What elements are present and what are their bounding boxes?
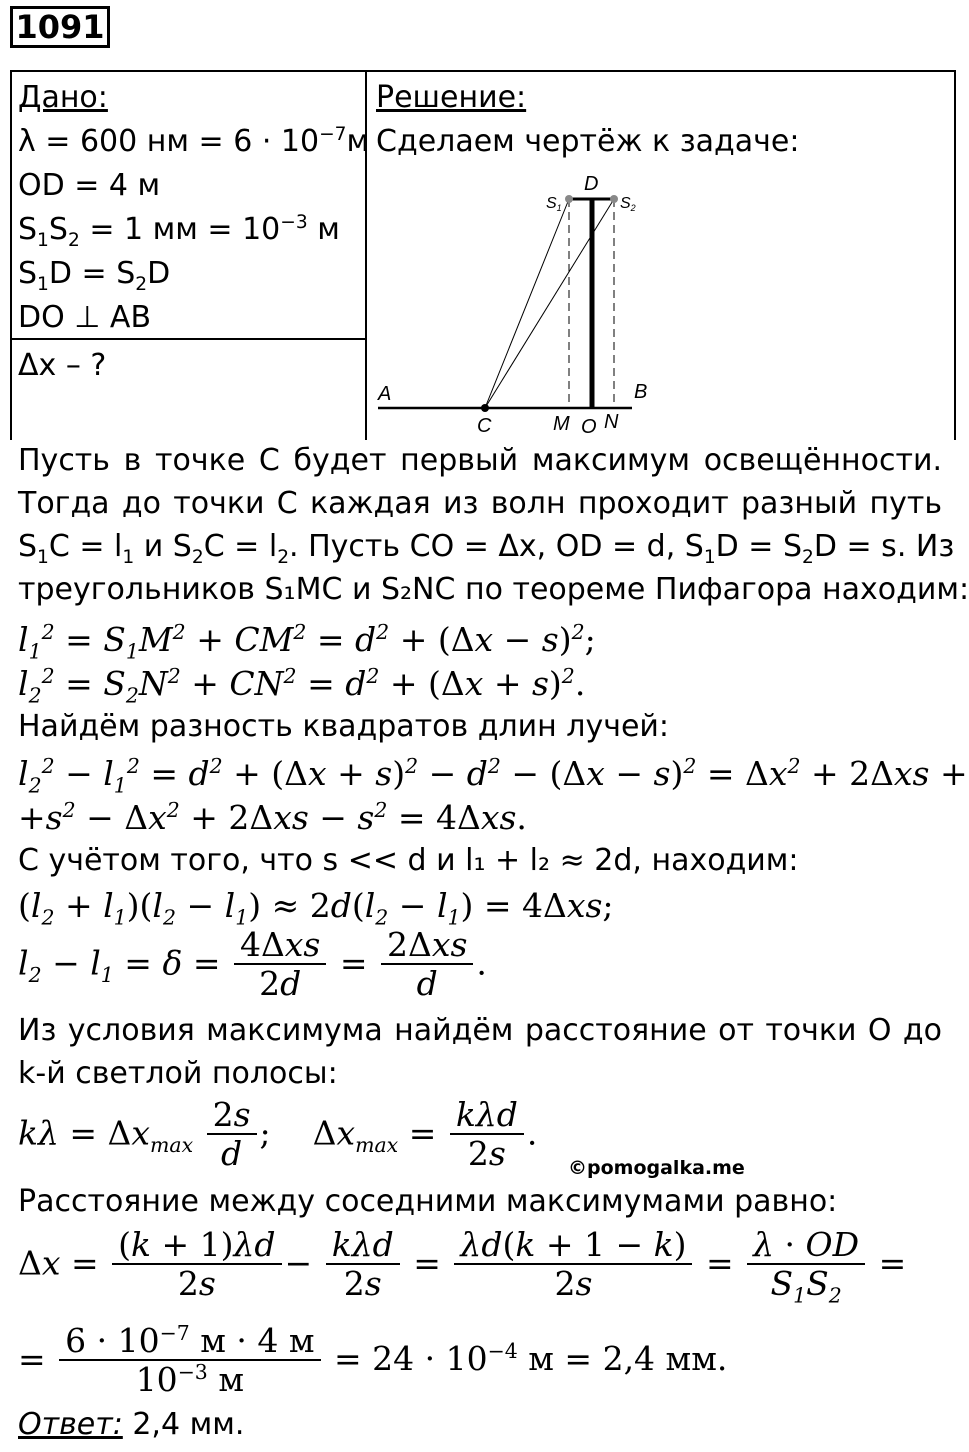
label-s2: S2 [620,195,636,213]
formula-max-condition: $k\lambda = \Delta x_{max}$ $\frac{2s}{d}$ ; $\Delta x_{max}$ = $\frac{\text{kλd}}{2s}$ . [18,1095,538,1173]
paragraph-line-5: Найдём разность квадратов длин лучей: [18,709,670,744]
paragraph-line-2: Тогда до точки С каждая из волн проходит разный путь [18,486,942,521]
solution-title: Решение: [376,80,527,115]
paragraph-line-9: Расстояние между соседними максимумами равно: [18,1184,838,1219]
formula-l1-squared: $l_1^2 = S_1M^2 + CM^2 = d^2 + (\Delta x - s)^2$; [18,620,596,664]
paragraph-line-6: С учётом того, что s << d и l₁ + l₂ ≈ 2d, находим: [18,843,799,878]
answer [18,1407,244,1442]
label-o: O [581,416,597,438]
given-perpendicular: DO ⊥ AB [18,300,152,335]
table-left-border [10,70,12,440]
paragraph-line-4: треугольников S₁MC и S₂NC по теореме Пифагора находим: [18,572,969,607]
label-n: N [604,411,619,433]
answer-label: Ответ: [18,1407,123,1442]
formula-product: $(l_2 + l_1)(l_2 - l_1) \approx 2d(l_2 - l_1) = 4\Delta xs$; [18,886,614,930]
given-wavelength: λ = 600 нм = $6 \cdot 10^{-7}м$ [18,124,370,159]
table-right-border [954,70,956,440]
given-s1s2: $S_1S_2 = 1$ мм = $10^{-3}$ м [18,212,340,251]
problem-number: 1091 [10,6,110,48]
solution-intro: Сделаем чертёж к задаче: [376,124,800,159]
point-s1 [565,195,573,203]
paragraph-line-3: $S_1C = l_1$ и $S_2C = l_2$. Пусть CO = Δx, OD = d, $S_1D = S_2D = s$. Из [18,529,955,568]
label-d: D [584,173,599,195]
watermark: ©pomogalka.me [568,1157,745,1179]
label-s1: S1 [546,195,562,213]
formula-difference-1: $l_2^2 - l_1^2 = d^2 + (\Delta x + s)^2 - d^2 - (\Delta x - s)^2 = \Delta x^2 + 2\Delta xs$ + [18,754,968,798]
paragraph-line-8: k-й светлой полосы: [18,1056,338,1091]
formula-difference-2: $+s^2 - \Delta x^2 + 2\Delta xs - s^2 = 4\Delta xs$. [18,798,527,837]
paragraph-line-7: Из условия максимума найдём расстояние от точки О до [18,1013,942,1048]
given-find-divider [10,338,366,340]
ray-s1c [485,199,569,408]
label-a: A [378,383,392,405]
label-b: B [634,381,648,403]
answer-value: 2,4 мм. [122,1407,245,1442]
formula-l2-squared: $l_2^2 = S_2N^2 + CN^2 = d^2 + (\Delta x + s)^2$. [18,664,586,708]
given-title: Дано: [18,80,108,115]
formula-delta-x: Δx = $\frac{(k + 1)\lambda d}{2s}$ − $\frac{\text{kλd}}{2s}$ = $\frac{\lambda d(k + 1 - k)}{2s}$ = $\frac{\lambda \cdot OD}{S_1S_2}$ = [18,1225,907,1308]
find-quantity: Δx – ? [18,348,107,383]
interference-diagram [370,168,670,438]
formula-numeric: = $\frac{6 \cdot 10^{-7} м \cdot 4 м}{10^{-3} м}$ = $24 \cdot 10^{-4}$ м = 2,4 мм. [18,1321,728,1399]
label-c: C [477,415,492,437]
label-m: M [553,413,570,435]
paragraph-line-1: Пусть в точке С будет первый максимум освещённости. [18,443,942,478]
point-c [481,404,489,412]
table-top-border [10,70,956,72]
point-s2 [610,195,618,203]
given-s1d-s2d: $S_1D = S_2D$ [18,256,171,295]
ray-s2c [485,199,614,408]
formula-delta: $l_2 - l_1 = \delta$ = $\frac{\text{4Δxs}}{2d}$ = $\frac{\text{2Δxs}}{d}$ . [18,925,487,1003]
given-od: OD = 4 м [18,168,161,203]
